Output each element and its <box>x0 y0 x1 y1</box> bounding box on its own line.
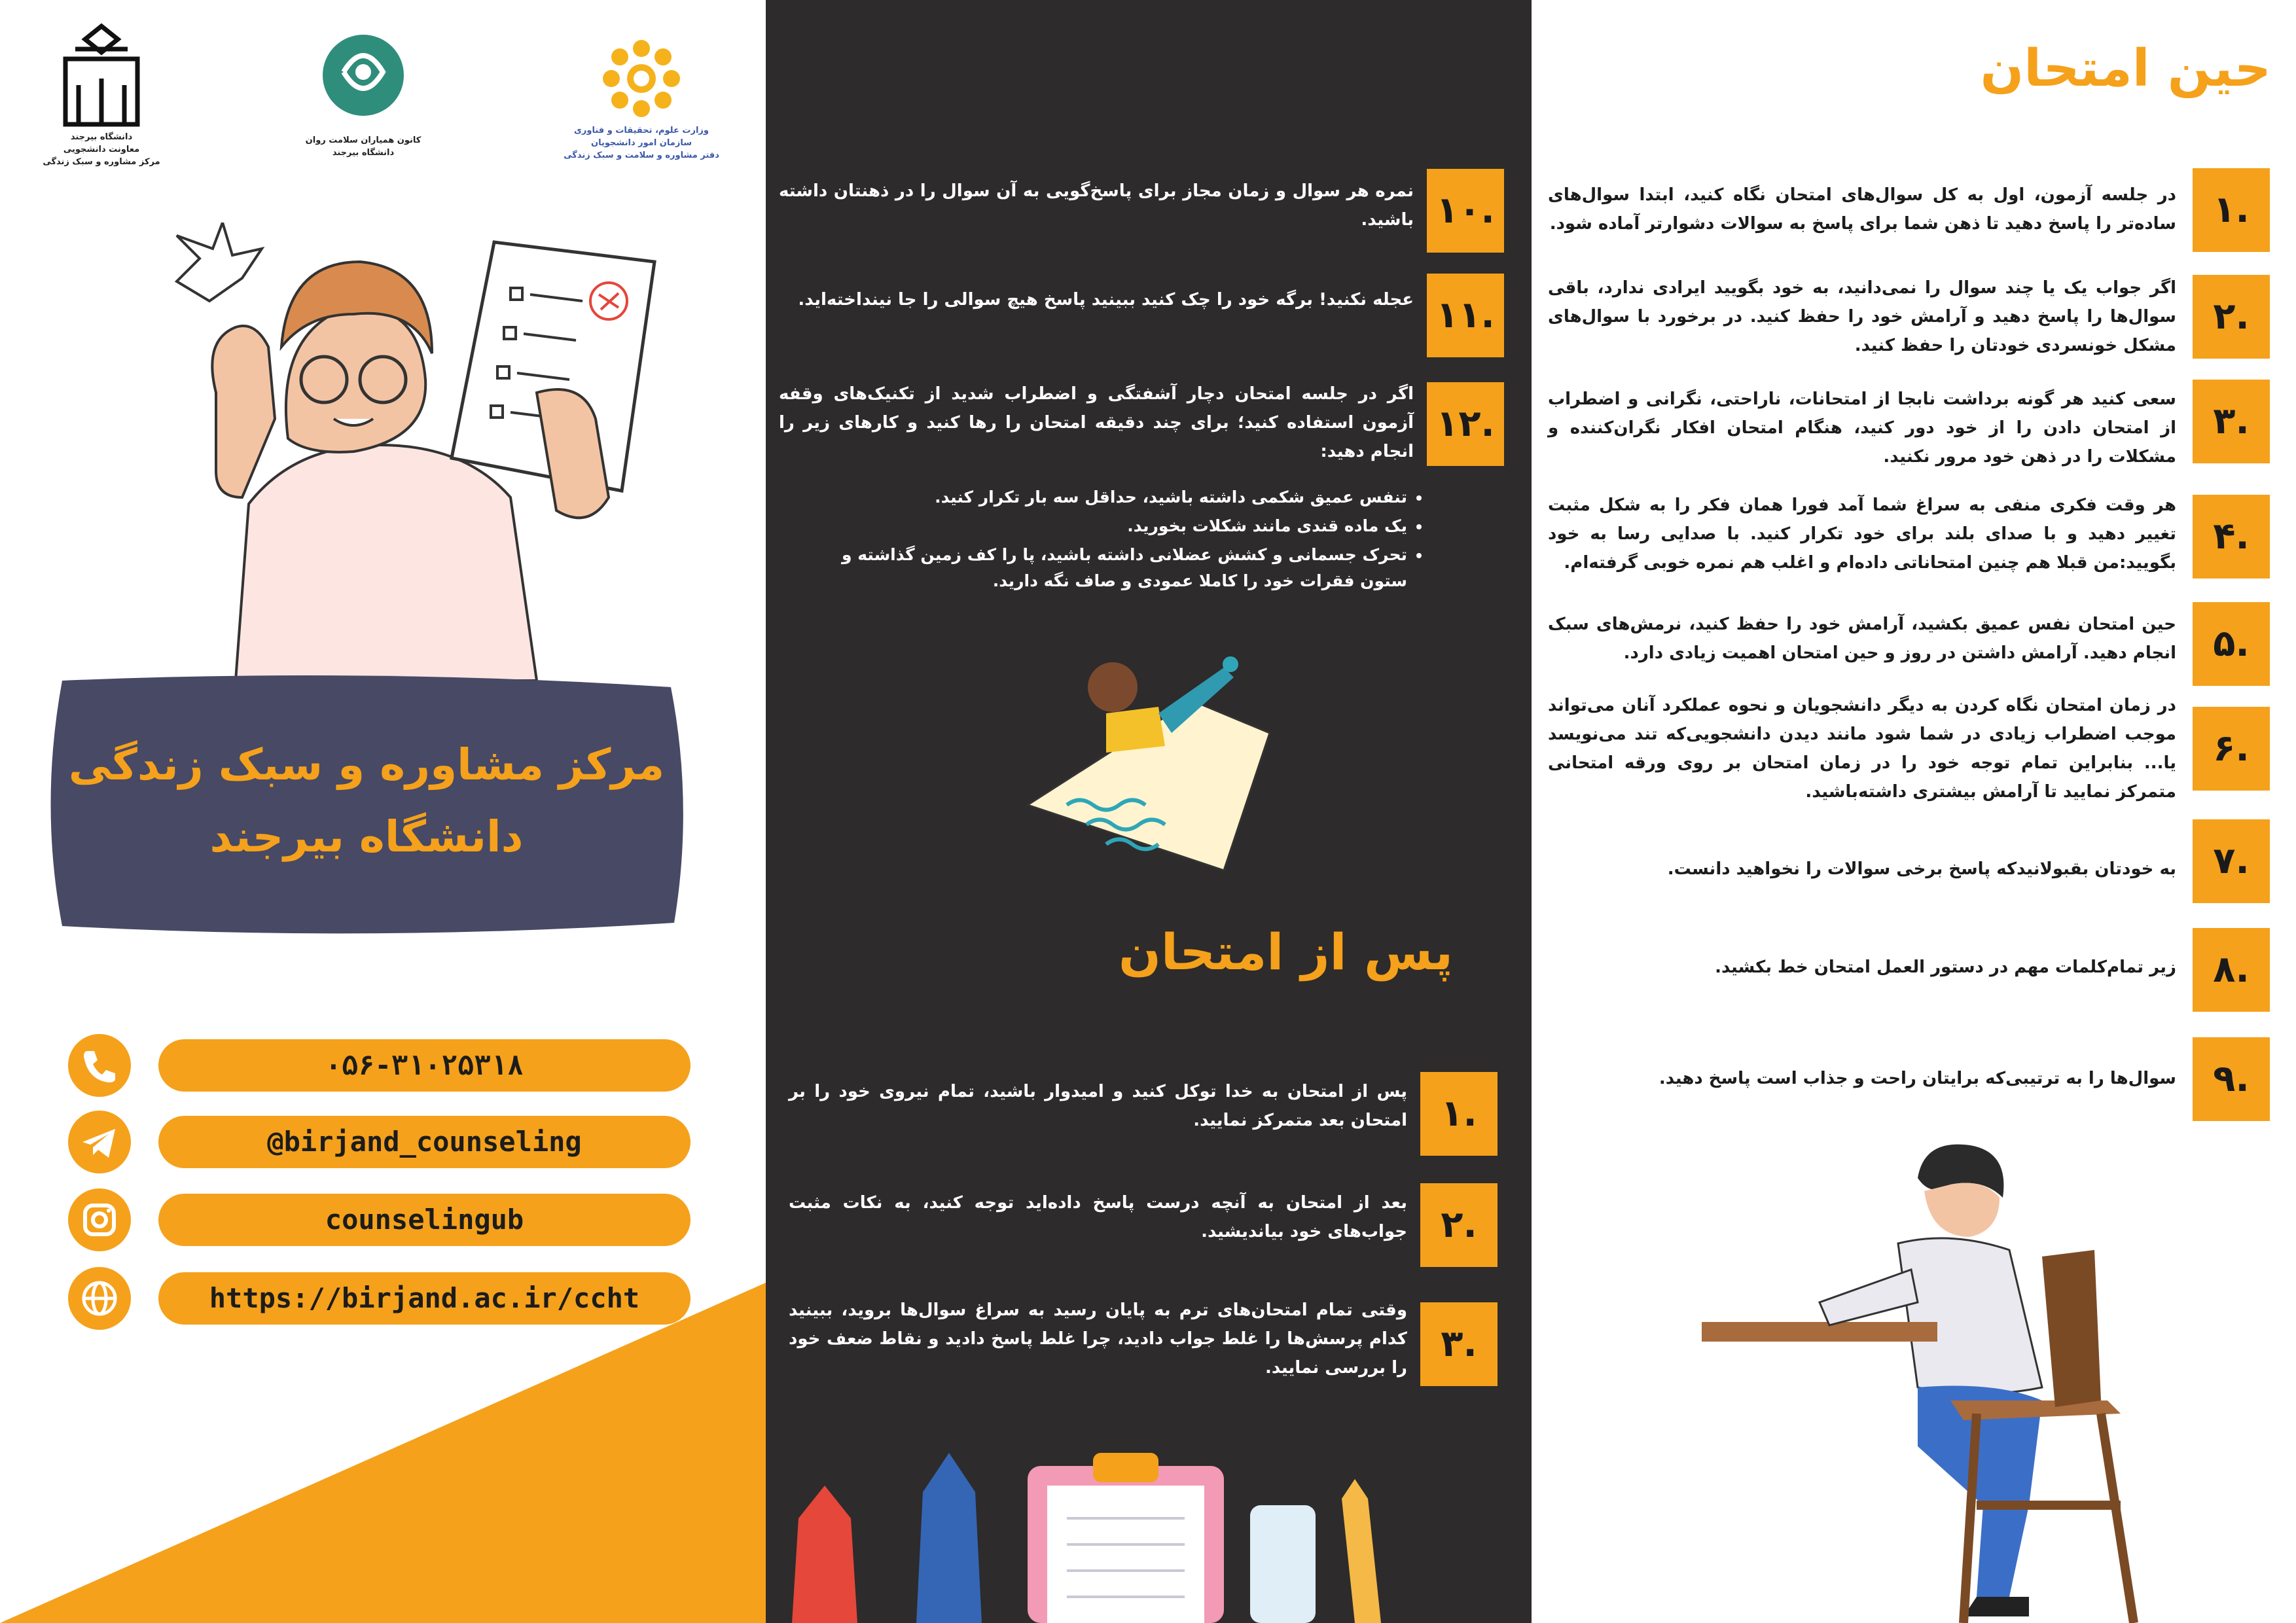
during-tip-number-7: ۷. <box>2193 819 2270 903</box>
tip-number-11: ۱۱. <box>1427 274 1504 357</box>
globe-icon <box>68 1267 131 1330</box>
tip-text-11: عجله نکنید! برگه خود را چک کنید ببینید پاسخ هیچ سوالی را جا نینداخته‌اید. <box>798 290 1414 310</box>
right-panel <box>1532 0 2296 1623</box>
during-tip-text-8: زیر تمام‌کلمات مهم در دستور العمل امتحان خط بکشید. <box>1715 957 2176 977</box>
during-tip-number-4: ۴. <box>2193 495 2270 579</box>
instagram-icon <box>68 1188 131 1251</box>
after-tip-text-1: پس از امتحان به خدا توکل کنید و امیدوار باشید، تمام نیروی خود را بر امتحان بعد متمرکز نمایید. <box>789 1082 1407 1130</box>
after-tip-number-3: ۳. <box>1420 1302 1498 1386</box>
during-tip-text-4: هر وقت فکری منفی به سراغ شما آمد فورا همان فکر را به شکل مثبت تغییر دهید و با صدای بلند برای خود تکرار کنید. با صدایی رسا به خود بگویید:من قبلا هم چنین امتحاناتی داده‌ام و اغلب هم نمره خوبی گرفته‌ام. <box>1548 495 2176 573</box>
during-tip-text-3: سعی کنید هر گونه برداشت نابجا از امتحانات، ناراحتی، نگرانی و اضطراب از امتحان دادن را از خود دور کنید، هنگام امتحان افکار نگران‌کننده و مشکلات را در ذهن خود مرور نکنید. <box>1548 389 2176 467</box>
ministry-caption-2: سازمان امور دانشجویان <box>591 138 692 148</box>
during-tip-number-2: ۲. <box>2193 275 2270 359</box>
banner-title-line1: مرکز مشاوره و سبک زندگی <box>68 740 665 790</box>
after-tip-number-2: ۲. <box>1420 1183 1498 1267</box>
middle-panel <box>766 0 1532 1623</box>
instagram-handle[interactable]: counselingub <box>158 1194 691 1246</box>
during-exam-title: حین امتحان <box>1980 39 2271 98</box>
technique-item: • تحرک جسمانی و کشش عضلانی داشته باشید، پا را کف زمین گذاشته و ستون فقرات خود را کاملا عمودی و صاف نگه دارید. <box>798 542 1407 594</box>
mental-health-caption-2: دانشگاه بیرجند <box>332 148 395 158</box>
technique-item: • تنفس عمیق شکمی داشته باشید، حداقل سه بار تکرار کنید. <box>798 484 1407 510</box>
after-tip-text-2: بعد از امتحان به آنچه درست پاسخ داده‌اید توجه کنید، به نکات مثبت جواب‌های خود بیاندیشید. <box>789 1193 1407 1241</box>
birjand-university-logo <box>39 20 164 190</box>
left-panel <box>0 0 766 1623</box>
university-emblem-icon <box>39 20 164 131</box>
stationery-illustration <box>766 1427 1532 1623</box>
tip-number-12: ۱۲. <box>1427 382 1504 466</box>
sunburst-emblem-icon <box>602 39 681 118</box>
university-caption-1: دانشگاه بیرجند <box>70 132 133 142</box>
tip-number-10: ۱۰. <box>1427 169 1504 253</box>
phone-number[interactable]: ۰۵۶-۳۱۰۲۵۳۱۸ <box>158 1039 691 1092</box>
university-caption-2: معاونت دانشجویی <box>63 145 140 154</box>
during-tip-text-1: در جلسه آزمون، اول به کل سوال‌های امتحان نگاه کنید، ابتدا سوال‌های ساده‌تر را پاسخ دهید تا ذهن شما برای پاسخ به سوالات دشوارتر آماده شود. <box>1548 185 2176 234</box>
during-tip-text-6: در زمان امتحان نگاه کردن به دیگر دانشجویان و نحوه عملکرد آنان می‌تواند موجب اضطراب زیادی در شما شود مانند دیدن دانشجویی‌که تند می‌نویسد یا... بنابراین تمام توجه خود را در زمان امتحان بر روی ورقه امتحانی متمرکز نمایید تا آرامش بیشتری داشته‌باشید. <box>1548 696 2176 802</box>
mental-health-association-logo <box>288 26 439 183</box>
after-tip-text-3: وقتی تمام امتحان‌های ترم به پایان رسید به سراغ سوال‌ها بروید، ببینید کدام پرسش‌ها را غلط جواب دادید، چرا غلط پاسخ دادید و نقاط ضعف خود را بررسی نمایید. <box>789 1300 1407 1378</box>
during-tip-text-7: به خودتان بقبولانید‌که پاسخ برخی سوالات را نخواهید دانست. <box>1667 859 2176 879</box>
relaxation-techniques-list <box>798 484 1427 597</box>
student-holding-exam-illustration <box>137 223 700 681</box>
during-tip-number-8: ۸. <box>2193 928 2270 1012</box>
tip-text-10: نمره هر سوال و زمان مجاز برای پاسخ‌گویی به آن سوال را در ذهنتان داشته باشید. <box>779 181 1414 230</box>
during-tip-number-6: ۶. <box>2193 707 2270 791</box>
child-writing-illustration <box>1008 641 1283 877</box>
technique-item: • یک ماده قندی مانند شکلات بخورید. <box>798 513 1407 539</box>
during-tip-text-9: سوال‌ها را به ترتیبی‌که برایتان راحت و جذاب است پاسخ دهید. <box>1659 1069 2176 1088</box>
during-tip-text-5: حین امتحان نفس عمیق بکشید، آرامش خود را حفظ کنید، نرمش‌های سبک انجام دهید. آرامش داشتن در روز و حین امتحان اهمیت زیادی دارد. <box>1548 615 2176 663</box>
mental-health-caption-1: کانون همیاران سلامت روان <box>305 135 422 145</box>
ministry-caption-3: دفتر مشاوره و سلامت و سبک زندگی <box>564 151 719 160</box>
phone-icon <box>68 1034 131 1097</box>
title-banner-shape <box>43 674 691 936</box>
during-tip-number-3: ۳. <box>2193 380 2270 463</box>
after-exam-title: پس از امتحان <box>1119 923 1453 981</box>
student-at-desk-illustration <box>1702 1139 2199 1623</box>
tip-text-12: اگر در جلسه امتحان دچار آشفتگی و اضطراب شدید از تکنیک‌های وقفه آزمون استفاده کنید؛ برای چند دقیقه امتحان را رها کنید و کارهای زیر را انجام دهید: <box>779 384 1414 461</box>
banner-title-line2: دانشگاه بیرجند <box>209 812 524 862</box>
during-tip-number-9: ۹. <box>2193 1037 2270 1121</box>
telegram-handle[interactable]: @birjand_counseling <box>158 1116 691 1168</box>
during-tip-number-5: ۵. <box>2193 602 2270 686</box>
website-url[interactable]: https://birjand.ac.ir/ccht <box>158 1272 691 1325</box>
university-caption-3: مرکز مشاوره و سبک زندگی <box>43 157 160 167</box>
during-tip-text-2: اگر جواب یک یا چند سوال را نمی‌دانید، به خود بگویید ایرادی ندارد، باقی سوال‌ها را پاسخ دهید و آرامش خود را حفظ کنید. در برخورد با سوال‌های مشکل خونسردی خودتان را حفظ کنید. <box>1548 278 2176 355</box>
after-tip-number-1: ۱. <box>1420 1072 1498 1156</box>
ministry-student-affairs-logo <box>563 39 720 183</box>
ministry-caption-1: وزارت علوم، تحقیقات و فناوری <box>574 126 709 135</box>
telegram-icon <box>68 1111 131 1173</box>
during-tip-number-1: ۱. <box>2193 168 2270 252</box>
mental-health-emblem-icon <box>317 26 409 124</box>
